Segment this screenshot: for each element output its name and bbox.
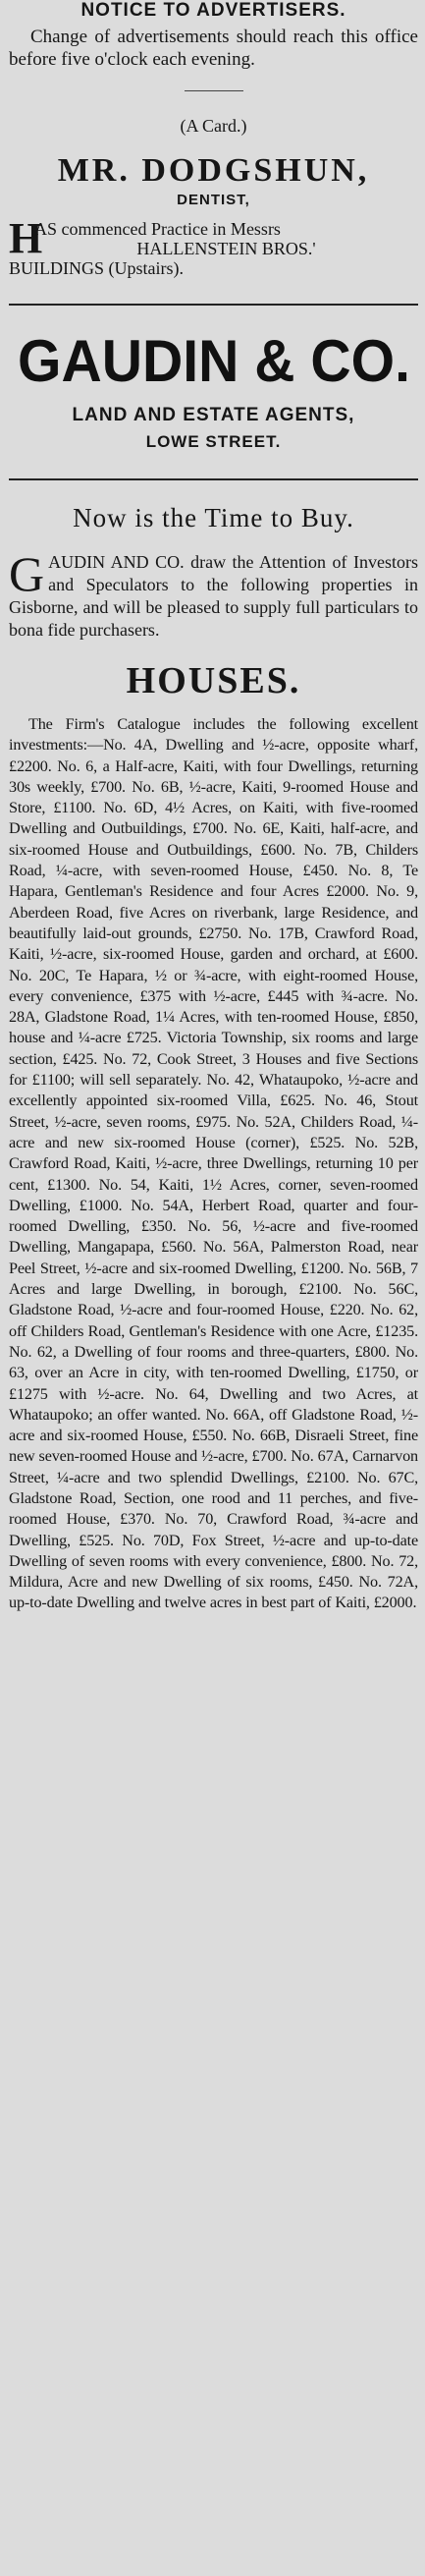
firm-name bbox=[9, 327, 418, 390]
announcement-line: BUILDINGS (Upstairs). bbox=[9, 258, 184, 278]
dropcap-letter: H bbox=[9, 214, 43, 262]
dropcap-letter: G bbox=[9, 546, 45, 601]
firm-type: LAND AND ESTATE AGENTS, bbox=[72, 405, 355, 425]
dentist-announcement bbox=[9, 214, 418, 278]
divider bbox=[185, 90, 243, 91]
firm-name-text: GAUDIN & CO. bbox=[17, 328, 410, 390]
notice-title: NOTICE TO ADVERTISERS. bbox=[80, 0, 346, 21]
notice-body: Change of advertisements should reach this office before five o'clock each evening. bbox=[9, 27, 418, 70]
announcement-line: AS commenced Practice in Messrs bbox=[34, 219, 281, 239]
intro-text: AUDIN AND CO. draw the Attention of Investors and Speculators to the following properties in Gisborne, and will be pleased to supply full particulars to bona fide purchasers. bbox=[9, 552, 418, 640]
property-listing: The Firm's Catalogue includes the following excellent investments:—No. 4A, Dwelling and ½-acre, opposite wharf, £2200. No. 6, a Half-acre, Kaiti, with four Dwellings, returning 30s weekly, £700. No. 6B, ½-acre, Kaiti, 9-roomed House and Store, £1100. No. 6D, 4½ Acres, on Kaiti, with five-roomed Dwelling and Outbuildings, £700. No. 6E, Kaiti, half-acre, and six-roomed House and Outbuildings, £600. No. 7B, Childers Road, ¼-acre, with seven-roomed House, £450. No. 8, Te Hapara, Gentleman's Residence and four Acres £2000. No. 9, Aberdeen Road, five Acres on riverbank, large Residence, and beautifully laid-out grounds, £2750. No. 17B, Crawford Road, Kaiti, ½-acre, six-roomed House, garden and orchard, at £600. No. 20C, Te Hapara, ½ or ¾-acre, with eight-roomed House, every convenience, £375 with ½-acre, £445 with ¾-acre. No. 28A, Gladstone Road, 1¼ Acres, with ten-roomed House, £850, house and ¼-acre £725. Victoria Township, six rooms and large section, £425. No. 72, Cook Street, 3 Houses and five Sections for £1100; will sell separately. No. 42, Whataupoko, ½-acre and excellently appointed six-roomed Villa, £625. No. 46, Stout Street, ½-acre, seven rooms, £975. No. 52A, Childers Road, ¼-acre and new six-roomed House (corner), £525. No. 52B, Crawford Road, Kaiti, ½-acre, three Dwellings, returning 10 per cent, £1300. No. 54, Kaiti, 1½ Acres, corner, seven-roomed Dwelling, £1000. No. 54A, Herbert Road, quarter and four-roomed Dwelling, £350. No. 56, ½-acre and five-roomed Dwelling, Mangapapa, £560. No. 56A, Palmerston Road, near Peel Street, ½-acre and six-roomed Dwelling, £1200. No. 56B, 7 Acres and large Dwelling, in borough, £2100. No. 56C, Gladstone Road, ½-acre and four-roomed House, £220. No. 62, off Childers Road, Gentleman's Residence with one Acre, £1235. No. 62, a Dwelling of four rooms and three-quarters, £800. No. 63, over an Acre in city, with ten-roomed Dwelling, £1750, or £1275 with ½-acre. No. 64, Dwelling and two Acres, at Whataupoko; an offer wanted. No. 66A, off Gladstone Road, ½-acre and six-roomed House, £550. No. 66B, Disraeli Street, fine new seven-roomed House and ½-acre, £700. No. 67A, Carnarvon Street, ¼-acre and two splendid Dwellings, £2100. No. 67C, Gladstone Road, Section, one rood and 11 perches, and five-roomed House, £370. No. 70, Crawford Road, ¾-acre and Dwelling, £525. No. 70D, Fox Street, ½-acre and up-to-date Dwelling of seven rooms with every convenience, £800. No. 72, Mildura, Acre and new Dwelling of six rooms, £450. No. 72A, up-to-date Dwelling and twelve acres in best part of Kaiti, £2000. bbox=[9, 715, 418, 1612]
firm-address: LOWE STREET. bbox=[145, 432, 282, 451]
section-heading: HOUSES. bbox=[126, 660, 301, 701]
divider bbox=[9, 478, 418, 480]
dentist-title: DENTIST, bbox=[177, 192, 250, 208]
firm-name-wordmark bbox=[13, 327, 415, 390]
card-label: (A Card.) bbox=[180, 116, 247, 136]
intro-paragraph bbox=[9, 546, 418, 642]
dentist-name: MR. DODGSHUN, bbox=[57, 152, 370, 189]
announcement-line: HALLENSTEIN BROS.' bbox=[136, 239, 316, 258]
slogan: Now is the Time to Buy. bbox=[73, 503, 354, 532]
divider bbox=[9, 304, 418, 306]
